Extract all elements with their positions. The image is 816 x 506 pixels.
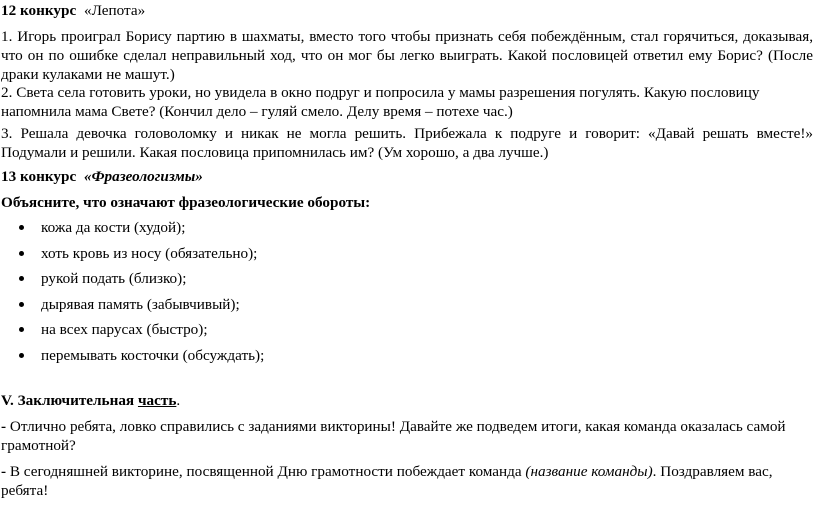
- conclusion-paragraph-2: - В сегодняшней викторине, посвященной Дню грамотности побеждает команда (название команды). Поздравляем вас, ребята!: [1, 463, 773, 499]
- list-item: хоть кровь из носу (обязательно);: [1, 244, 813, 270]
- contest-12-task-3: 3. Решала девочка головоломку и никак не могла решить. Прибежала к подруге и говорит: «Давай решать вместе!» Подумали и решили. Какая пословица припомнилась им? (Ум хорошо, а два лучше.): [1, 125, 813, 161]
- bullet-icon: [19, 327, 24, 332]
- contest-13-instruction: Объясните, что означают фразеологические обороты:: [1, 194, 371, 211]
- conclusion-paragraph-1: - Отлично ребята, ловко справились с заданиями викторины! Давайте же подведем итоги, какая команда оказалась самой грамотной?: [1, 418, 786, 454]
- contest-12-title: 12 конкурс: [1, 2, 77, 19]
- bullet-icon: [19, 276, 24, 281]
- contest-13-heading: [1, 167, 203, 186]
- list-item: на всех парусах (быстро);: [1, 320, 813, 346]
- conclusion-heading: V. Заключительная часть.: [1, 392, 181, 409]
- contest-12-heading: [1, 1, 145, 20]
- contest-13-title: 13 конкурс: [1, 168, 77, 185]
- list-item: рукой подать (близко);: [1, 269, 813, 295]
- bullet-icon: [19, 251, 24, 256]
- contest-12-subtitle: «Лепота»: [84, 2, 146, 19]
- contest-13-subtitle: «Фразеологизмы»: [84, 168, 203, 185]
- list-item: перемывать косточки (обсуждать);: [1, 346, 813, 372]
- bullet-icon: [19, 353, 24, 358]
- list-item: дырявая память (забывчивый);: [1, 295, 813, 321]
- bullet-icon: [19, 302, 24, 307]
- list-item: кожа да кости (худой);: [1, 218, 813, 244]
- bullet-icon: [19, 225, 24, 230]
- contest-12-task-2: 2. Света села готовить уроки, но увидела в окно подруг и попросила у мамы разрешения погулять. Какую пословицу напомнила мама Свете? (Кончил дело – гуляй смело. Делу время – потехе час.): [1, 84, 760, 120]
- phraseology-list: [1, 218, 813, 371]
- contest-12-task-1: 1. Игорь проиграл Борису партию в шахматы, вместо того чтобы признать себя побеждённым, стал горячиться, доказывая, что он по ошибке сделал неправильный ход, что он мог бы легко выиграть. Какой пословицей ответил ему Борис? (После драки кулаками не машут.): [1, 28, 813, 83]
